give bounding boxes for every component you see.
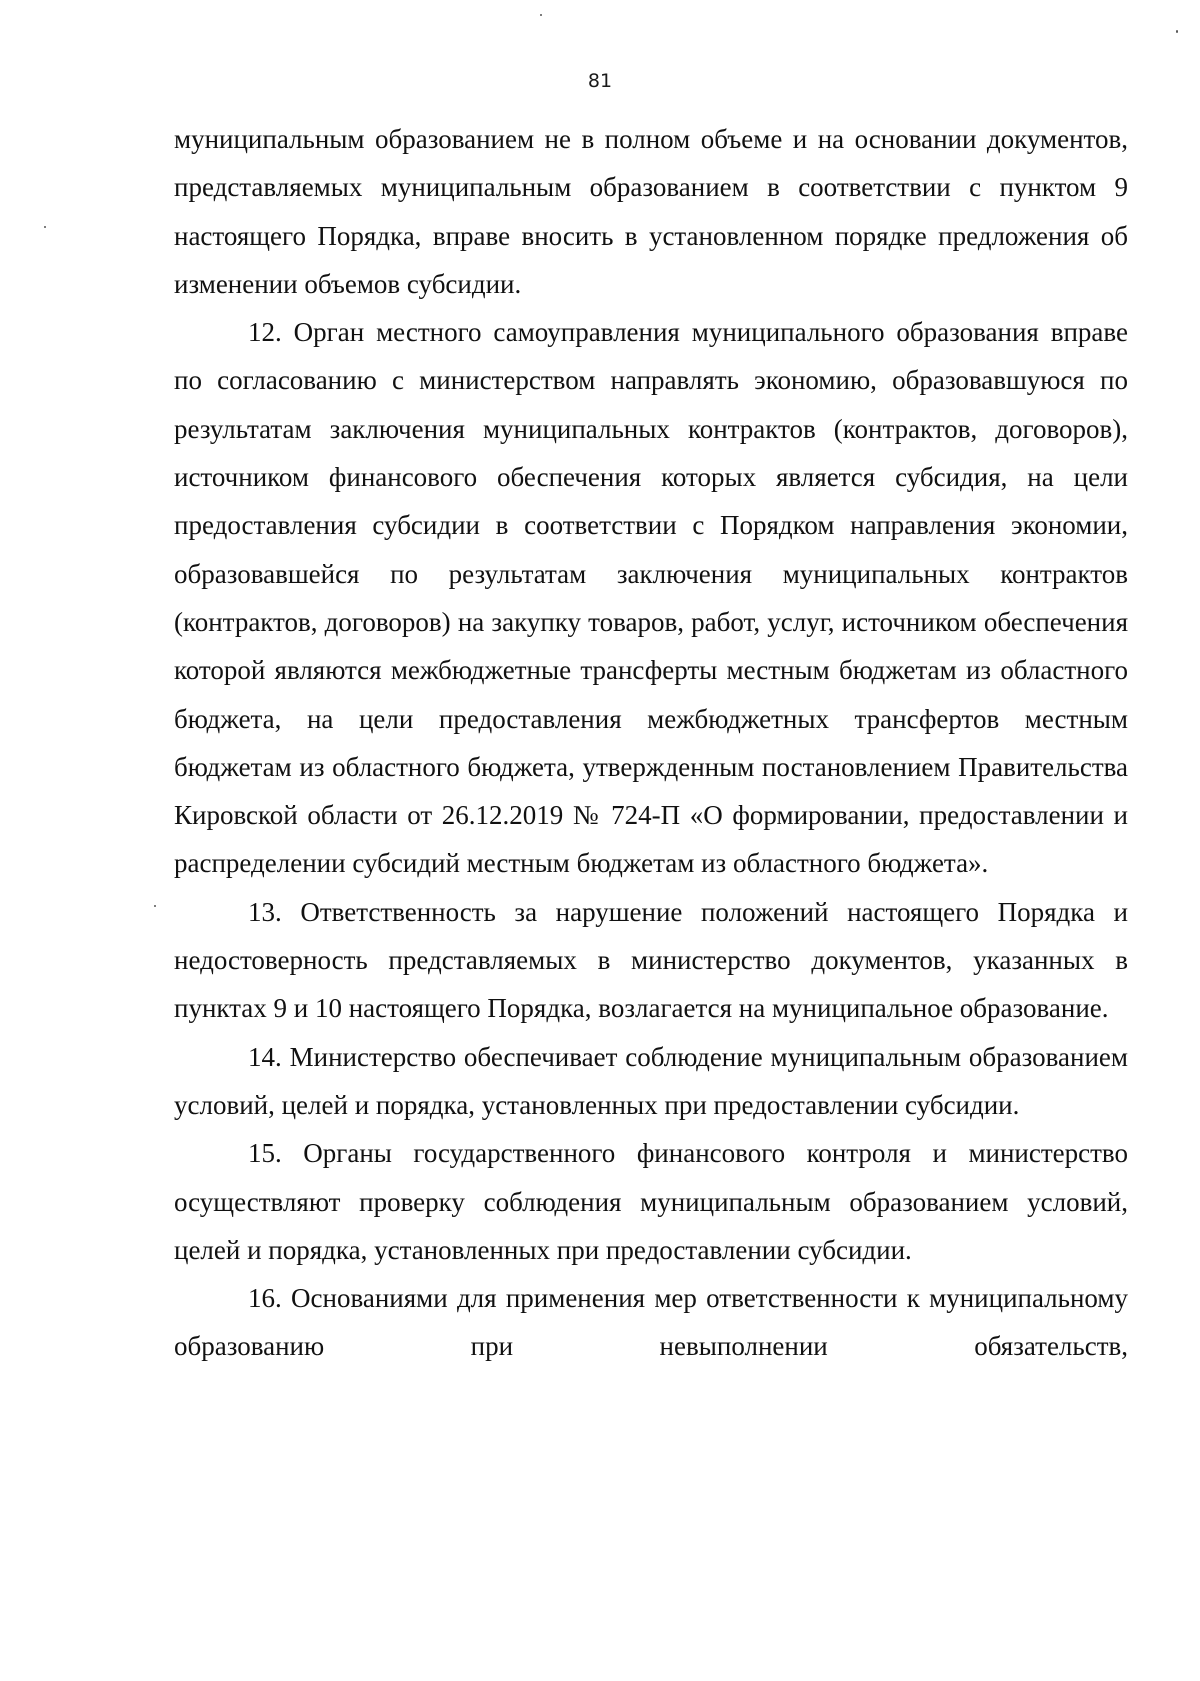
paragraph-13: 13. Ответственность за нарушение положений настоящего Порядка и недостоверность представляемых в министерство документов, указанных в пунктах 9 и 10 настоящего Порядка, возлагается на муниципальное образование. (174, 896, 1128, 1024)
document-body (174, 115, 1128, 1371)
paragraph-12: 12. Орган местного самоуправления муниципального образования вправе по согласованию с министерством направлять экономию, образовавшуюся по результатам заключения муниципальных контрактов (контрактов, договоров), источником финансового обеспечения которых является субсидия, на цели предоставления субсидии в соответствии с Порядком направления экономии, образовавшейся по результатам заключения муниципальных контрактов (контрактов, договоров) на закупку товаров, работ, услуг, источником обеспечения которой являются межбюджетные трансферты местным бюджетам из областного бюджета, на цели предоставления межбюджетных трансфертов местным бюджетам из областного бюджета, утвержденным постановлением Правительства Кировской области от 26.12.2019 № 724-П «О формировании, предоставлении и распределении субсидий местным бюджетам из областного бюджета». (174, 317, 1128, 879)
paragraph-continuation: муниципальным образованием не в полном объеме и на основании документов, представляемых муниципальным образованием в соответствии с пунктом 9 настоящего Порядка, вправе вносить в установленном порядке предложения об изменении объемов субсидии. (174, 124, 1128, 299)
page-number: 81 (587, 70, 613, 92)
paragraph-16: 16. Основаниями для применения мер ответственности к муниципальному образованию при невыполнении обязательств, (174, 1283, 1128, 1362)
scan-speck (1176, 30, 1178, 33)
scan-speck (540, 14, 542, 16)
paragraph-15: 15. Органы государственного финансового контроля и министерство осуществляют проверку соблюдения муниципальным образованием условий, целей и порядка, установленных при предоставлении субсидии. (174, 1138, 1128, 1265)
paragraph-14: 14. Министерство обеспечивает соблюдение муниципальным образованием условий, целей и порядка, установленных при предоставлении субсидии. (174, 1041, 1128, 1120)
scan-speck (154, 905, 156, 907)
scan-speck (44, 226, 46, 228)
